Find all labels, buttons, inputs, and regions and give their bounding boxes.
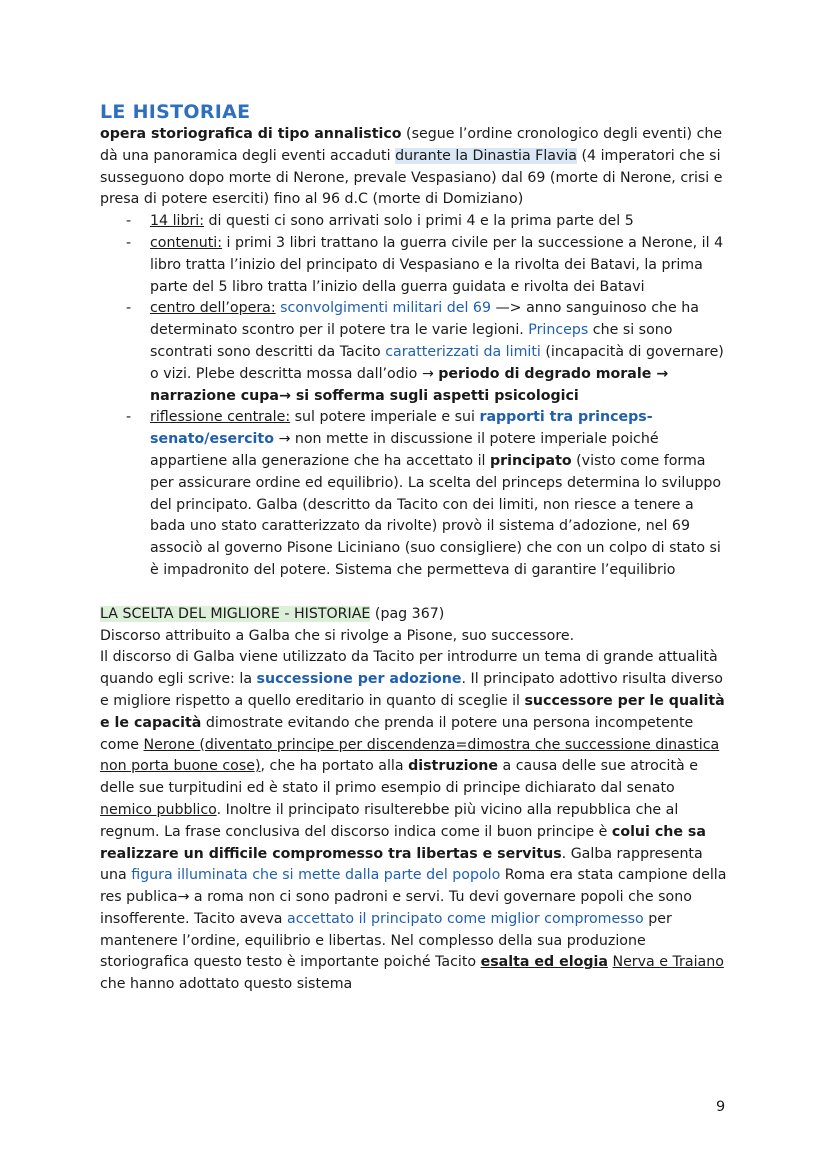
page-number: 9 [716, 1099, 726, 1115]
section2-paragraph: Il discorso di Galba viene utilizzato da Tacito per introdurre un tema di grande attualità quando egli scrive: la successione per adozione. Il principato adottivo risulta diverso e migliore rispetto a quello ereditario in quanto di sceglie il successore per le qualità e le capacità dimostrate evitando che prenda il potere una persona incompetente come Nerone (diventato principe per discendenza=dimostra che successione dinastica non porta buone cose), che ha portato alla distruzione a causa delle sue atrocità e delle sue turpitudini ed è stato il primo esempio di principe dichiarato dal senato nemico pubblico. Inoltre il principato risulterebbe più vicino alla repubblica che al regnum. La frase conclusiva del discorso indica come il buon principe è colui che sa realizzare un difficile compromesso tra libertas e servitus. Galba rappresenta una figura illuminata che si mette dalla parte del popolo Roma era stata campione della res publica→ a roma non ci sono padroni e servi. Tu devi governare popoli che sono insofferente. Tacito aveva accettato il principato come miglior compromesso per mantenere l’ordine, equilibrio e libertas. Nel complesso della sua produzione storiografica questo testo è importante poiché Tacito esalta ed elogia Nerva e Traiano che hanno adottato questo sistema [100, 649, 727, 993]
section-scelta-migliore [100, 604, 730, 996]
bullet-label: 14 libri: [150, 213, 205, 230]
list-item: - riflessione centrale: sul potere imperiale e sui rapporti tra princeps-senato/esercito → non mette in discussione il potere imperiale poiché appartiene alla generazione che ha accettato il principato (visto come forma per assicurare ordine ed equilibrio). La scelta del princeps determina lo sviluppo del principato. Galba (descritto da Tacito con dei limiti, non riesce a tenere a bada uno stato caratterizzato da rivolte) provò il sistema d’adozione, nel 69 associò al governo Pisone Liciniano (suo consigliere) che con un colpo di stato si è impadronito del potere. Sistema che permetteva di garantire l’equilibrio [150, 407, 730, 581]
list-item: - 14 libri: di questi ci sono arrivati solo i primi 4 e la prima parte del 5 [150, 211, 730, 233]
intro-paragraph: opera storiografica di tipo annalistico (segue l’ordine cronologico degli eventi) che dà una panoramica degli eventi accaduti durante la Dinastia Flavia (4 imperatori che si susseguono dopo morte di Nerone, prevale Vespasiano) dal 69 (morte di Nerone, crisi e presa di potere eserciti) fino al 96 d.C (morte di Domiziano) [100, 126, 723, 208]
bullet-label: riflessione centrale: [150, 409, 291, 426]
section2-intro-line: Discorso attribuito a Galba che si rivolge a Pisone, suo successore. [100, 627, 575, 644]
list-item: - centro dell’opera: sconvolgimenti militari del 69 —> anno sanguinoso che ha determinato scontro per il potere tra le varie legioni. Princeps che si sono scontrati sono descritti da Tacito caratterizzati da limiti (incapacità di governare) o vizi. Plebe descritta mossa dall’odio → periodo di degrado morale → narrazione cupa→ si sofferma sugli aspetti psicologici [150, 298, 730, 407]
document-page [100, 100, 730, 996]
heading-highlight: LA SCELTA DEL MIGLIORE - HISTORIAE [100, 605, 371, 622]
section-title: LE HISTORIAE [100, 101, 251, 123]
bullet-label: centro dell’opera: [150, 300, 276, 317]
list-item: - contenuti: i primi 3 libri trattano la guerra civile per la successione a Nerone, il 4 libro tratta l’inizio del principato di Vespasiano e la rivolta dei Batavi, la prima parte del 5 libro tratta l’inizio della guerra guidata e rivolta dei Batavi [150, 233, 730, 298]
bullet-label: contenuti: [150, 234, 223, 251]
highlight-dinastia: durante la Dinastia Flavia [395, 147, 578, 164]
bullet-list [100, 211, 730, 582]
intro-bold: opera storiografica di tipo annalistico [100, 126, 402, 142]
section2-heading: LA SCELTA DEL MIGLIORE - HISTORIAE (pag 367) [100, 605, 445, 622]
